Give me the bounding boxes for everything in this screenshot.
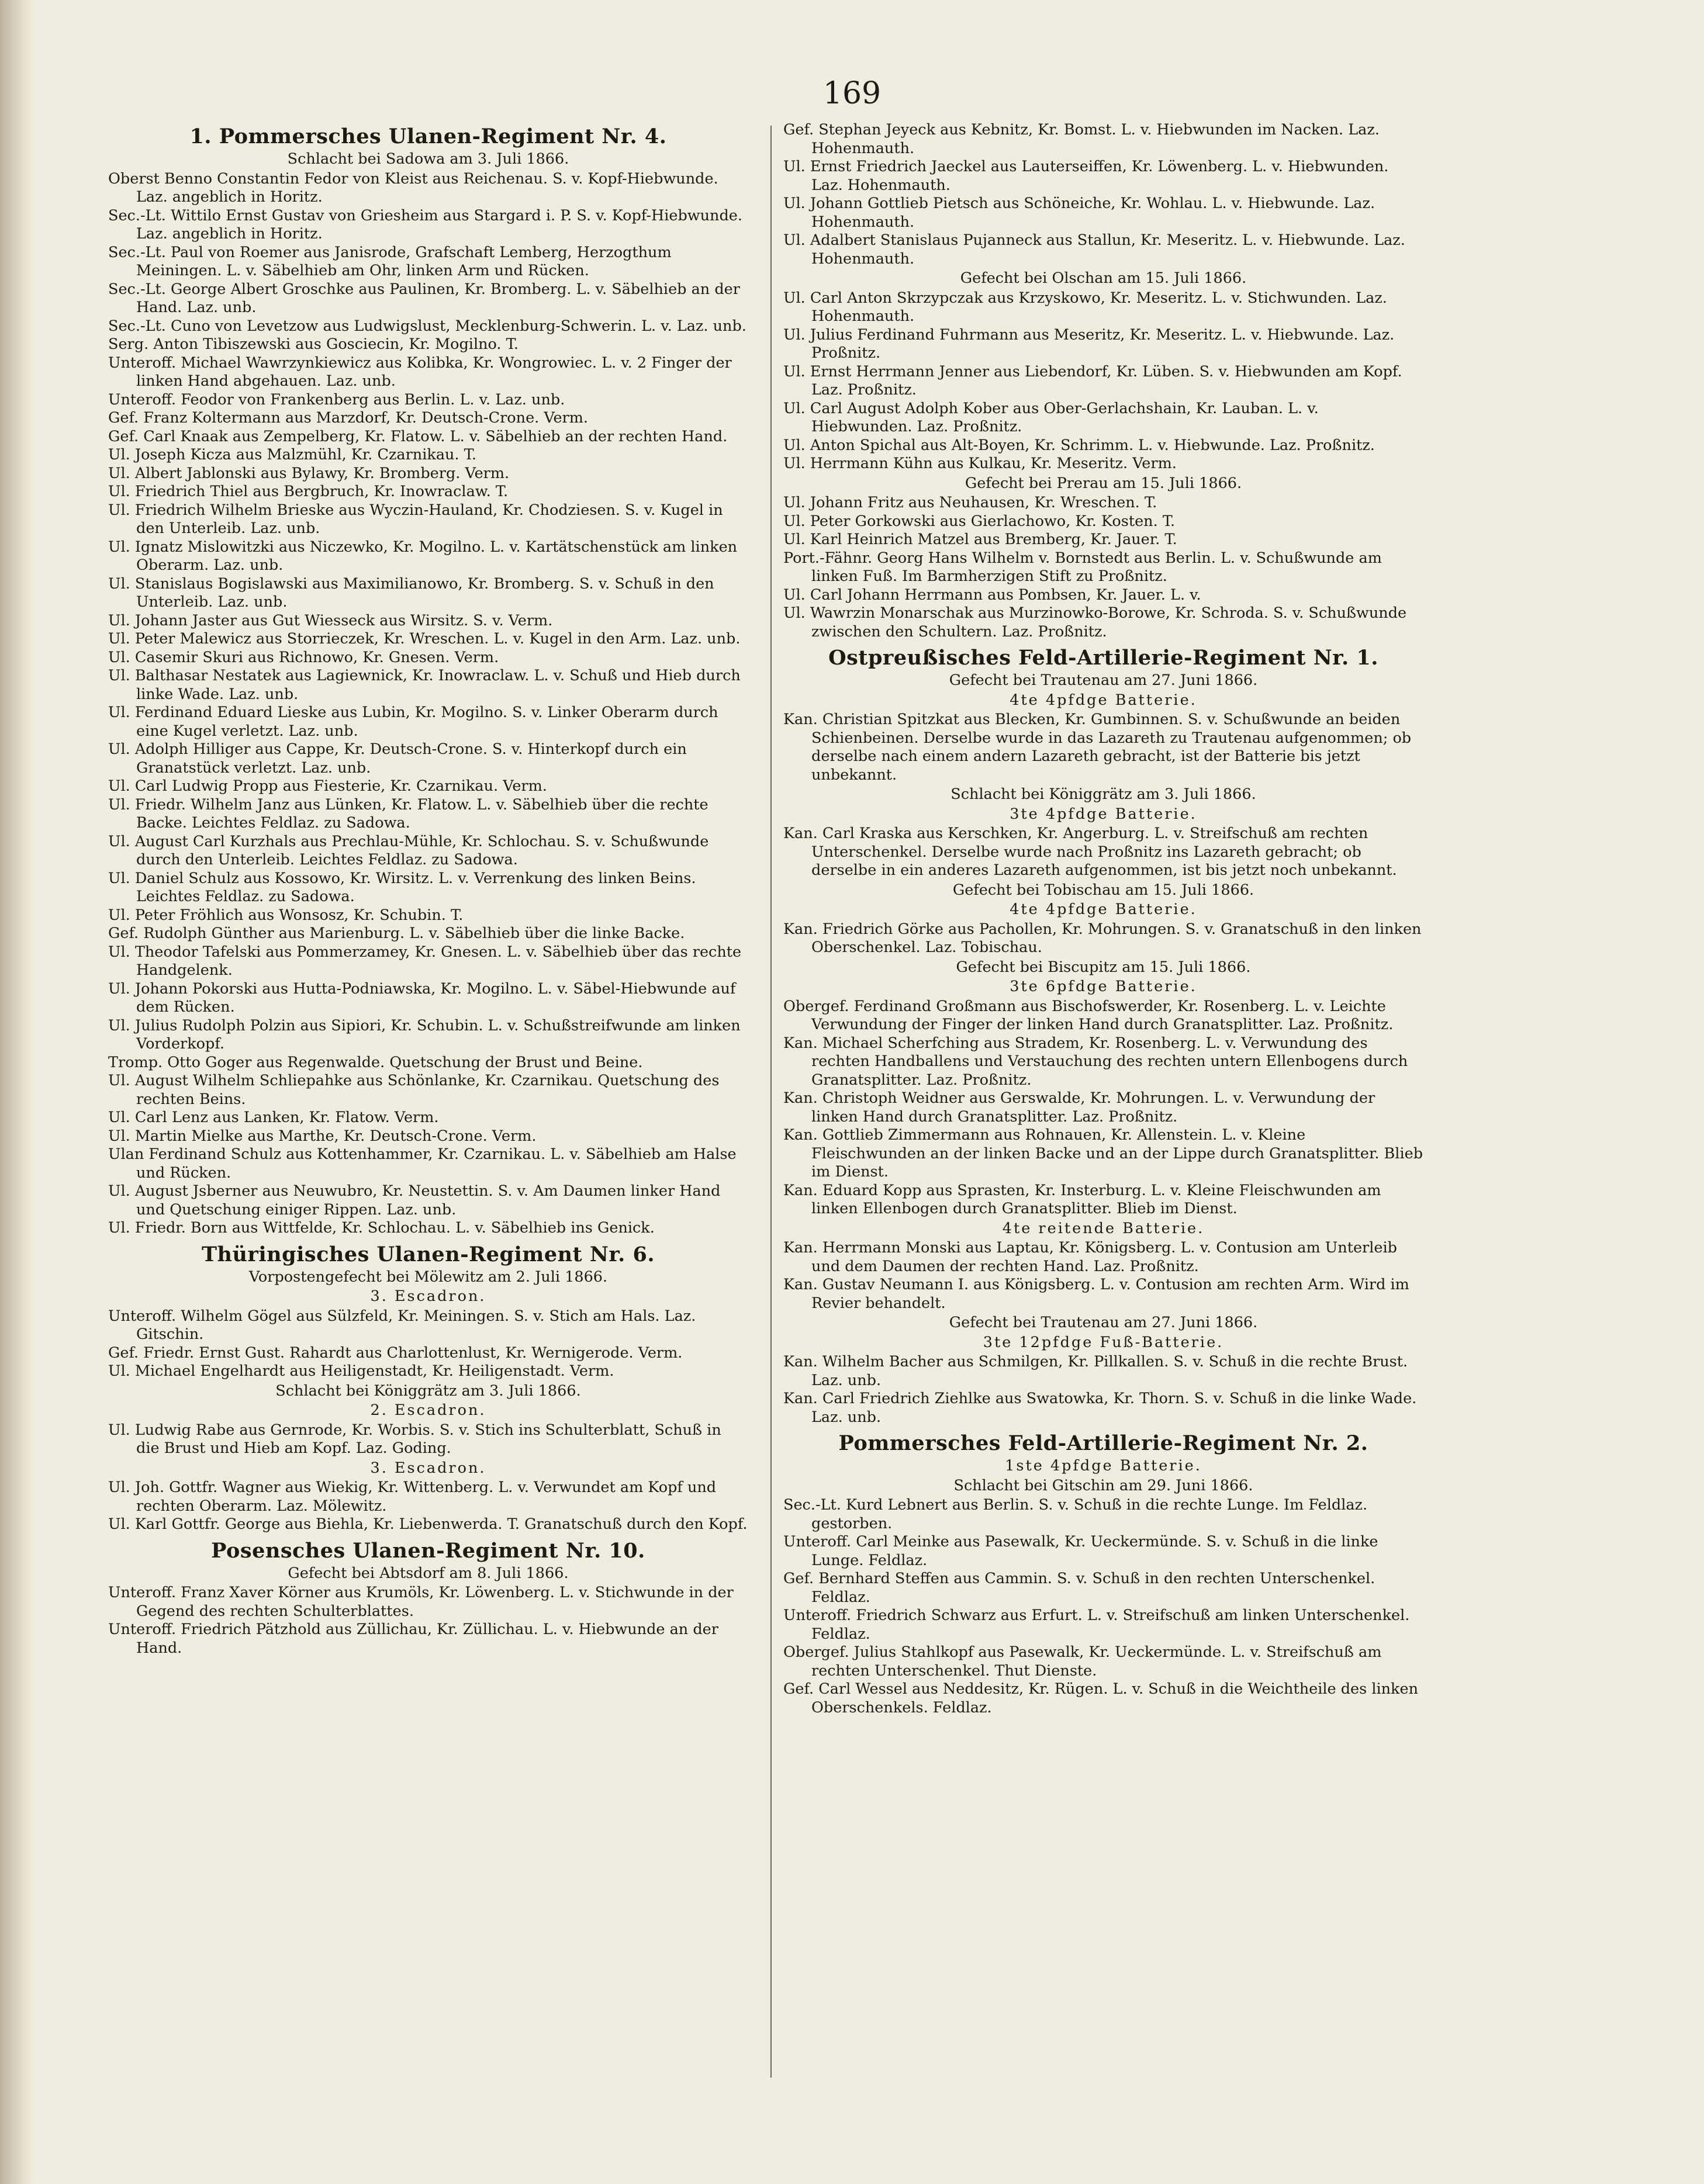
casualty-entry: Kan. Wilhelm Bacher aus Schmilgen, Kr. Pillkallen. S. v. Schuß in die rechte Brust. Laz. unb.	[783, 1353, 1408, 1389]
casualty-entry: Ul. Johann Pokorski aus Hutta-Podniawska, Kr. Mogilno. L. v. Säbel-Hiebwunde auf dem Rücken.	[108, 979, 736, 1016]
regiment-heading: Pommersches Feld-Artillerie-Regiment Nr. 2.	[838, 1431, 1368, 1455]
casualty-entry: Port.-Fähnr. Georg Hans Wilhelm v. Bornstedt aus Berlin. L. v. Schußwunde am linken Fuß. Im Barmherzigen Stift zu Proßnitz.	[783, 549, 1382, 585]
casualty-entry: Ul. Albert Jablonski aus Bylawy, Kr. Bromberg. Verm.	[108, 464, 510, 482]
casualty-entry: Sec.-Lt. Wittilo Ernst Gustav von Griesheim aus Stargard i. P. S. v. Kopf-Hiebwunde. Laz. angeblich in Horitz.	[108, 206, 742, 243]
casualty-entry: Ul. Ludwig Rabe aus Gernrode, Kr. Worbis. S. v. Stich ins Schulterblatt, Schuß in die Brust und Hieb am Kopf. Laz. Goding.	[108, 1421, 721, 1457]
casualty-entry: Ul. August Jsberner aus Neuwubro, Kr. Neustettin. S. v. Am Daumen linker Hand und Quetschung einiger Rippen. Laz. unb.	[108, 1182, 721, 1219]
casualty-entry: Unteroff. Franz Xaver Körner aus Krumöls, Kr. Löwenberg. L. v. Stichwunde in der Gegend des rechten Schulterblattes.	[108, 1584, 734, 1620]
battle-heading: Schlacht bei Sadowa am 3. Juli 1866.	[287, 150, 569, 168]
casualty-entry: Ul. Peter Fröhlich aus Wonsosz, Kr. Schubin. T.	[108, 906, 464, 924]
casualty-entry: Ul. Martin Mielke aus Marthe, Kr. Deutsch-Crone. Verm.	[108, 1127, 537, 1145]
casualty-entry: Unteroff. Michael Wawrzynkiewicz aus Kolibka, Kr. Wongrowiec. L. v. 2 Finger der linken Hand abgehauen. Laz. unb.	[108, 354, 732, 390]
casualty-entry: Kan. Carl Friedrich Ziehlke aus Swatowka, Kr. Thorn. S. v. Schuß in die linke Wade. Laz. unb.	[783, 1390, 1417, 1426]
casualty-entry: Kan. Carl Kraska aus Kerschken, Kr. Angerburg. L. v. Streifschuß am rechten Unterschenkel. Derselbe wurde nach Proßnitz ins Lazareth gebracht; ob derselbe in ein anderes Lazareth aufgenommen, ist bis jetzt noch unbekannt.	[783, 825, 1397, 879]
casualty-entry: Ul. August Wilhelm Schliepahke aus Schönlanke, Kr. Czarnikau. Quetschung des rechten Beins.	[108, 1072, 720, 1108]
casualty-entry: Ul. Julius Ferdinand Fuhrmann aus Meseritz, Kr. Meseritz. L. v. Hiebwunde. Laz. Proßnitz.	[783, 326, 1395, 362]
casualty-entry: Ul. Carl Anton Skrzypczak aus Krzyskowo, Kr. Meseritz. L. v. Stichwunden. Laz. Hohenmauth.	[783, 289, 1387, 325]
casualty-entry: Kan. Gustav Neumann I. aus Königsberg. L. v. Contusion am rechten Arm. Wird im Revier behandelt.	[783, 1276, 1409, 1312]
casualty-entry: Gef. Stephan Jeyeck aus Kebnitz, Kr. Bomst. L. v. Hiebwunden im Nacken. Laz. Hohenmauth.	[783, 121, 1380, 157]
casualty-entry: Gef. Rudolph Günther aus Marienburg. L. v. Säbelhieb über die linke Backe.	[108, 925, 685, 942]
casualty-entry: Sec.-Lt. Cuno von Levetzow aus Ludwigslust, Mecklenburg-Schwerin. L. v. Laz. unb.	[108, 317, 746, 335]
casualty-entry: Kan. Gottlieb Zimmermann aus Rohnauen, Kr. Allenstein. L. v. Kleine Fleischwunden an der linken Backe und an der Lippe durch Granatsplitter. Blieb im Dienst.	[783, 1126, 1423, 1181]
regiment-heading: Thüringisches Ulanen-Regiment Nr. 6.	[201, 1242, 655, 1266]
casualty-entry: Kan. Christian Spitzkat aus Blecken, Kr. Gumbinnen. S. v. Schußwunde an beiden Schienbeinen. Derselbe wurde in das Lazareth zu Trautenau aufgenommen; ob derselbe nach einem andern Lazareth gebracht, ist der Batterie bis jetzt unbekannt.	[783, 711, 1412, 784]
battle-heading: Gefecht bei Tobischau am 15. Juli 1866.	[952, 881, 1254, 899]
casualty-entry: Ul. Herrmann Kühn aus Kulkau, Kr. Meseritz. Verm.	[783, 455, 1177, 472]
casualty-entry: Ul. Michael Engelhardt aus Heiligenstadt, Kr. Heiligenstadt. Verm.	[108, 1362, 614, 1380]
battle-heading: Gefecht bei Trautenau am 27. Juni 1866.	[949, 1314, 1258, 1331]
casualty-entry: Oberst Benno Constantin Fedor von Kleist aus Reichenau. S. v. Kopf-Hiebwunde. Laz. angeblich in Horitz.	[108, 169, 718, 206]
casualty-entry: Kan. Herrmann Monski aus Laptau, Kr. Königsberg. L. v. Contusion am Unterleib und dem Daumen der rechten Hand. Laz. Proßnitz.	[783, 1239, 1397, 1275]
casualty-entry: Sec.-Lt. George Albert Groschke aus Paulinen, Kr. Bromberg. L. v. Säbelhieb an der Hand. Laz. unb.	[108, 280, 740, 316]
casualty-entry: Ulan Ferdinand Schulz aus Kottenhammer, Kr. Czarnikau. L. v. Säbelhieb am Halse und Rücken.	[108, 1145, 737, 1182]
casualty-entry: Ul. Karl Heinrich Matzel aus Bremberg, Kr. Jauer. T.	[783, 531, 1177, 548]
casualty-entry: Gef. Franz Koltermann aus Marzdorf, Kr. Deutsch-Crone. Verm.	[108, 409, 589, 427]
casualty-entry: Obergef. Ferdinand Großmann aus Bischofswerder, Kr. Rosenberg. L. v. Leichte Verwundung der Finger der linken Hand durch Granatsplitter. Laz. Proßnitz.	[783, 997, 1394, 1033]
casualty-entry: Ul. Carl Lenz aus Lanken, Kr. Flatow. Verm.	[108, 1109, 439, 1126]
unit-heading: 3te 6pfdge Batterie.	[1010, 978, 1197, 995]
right-column	[783, 121, 1423, 1717]
casualty-entry: Kan. Friedrich Görke aus Pachollen, Kr. Mohrungen. S. v. Granatschuß in den linken Oberschenkel. Laz. Tobischau.	[783, 920, 1422, 956]
casualty-entry: Unteroff. Friedrich Schwarz aus Erfurt. L. v. Streifschuß am linken Unterschenkel. Feldlaz.	[783, 1607, 1410, 1643]
casualty-entry: Ul. Carl Ludwig Propp aus Fiesterie, Kr. Czarnikau. Verm.	[108, 777, 547, 795]
casualty-entry: Ul. Adalbert Stanislaus Pujanneck aus Stallun, Kr. Meseritz. L. v. Hiebwunde. Laz. Hohenmauth.	[783, 231, 1405, 268]
battle-heading: Schlacht bei Gitschin am 29. Juni 1866.	[953, 1476, 1253, 1494]
casualty-entry: Ul. Julius Rudolph Polzin aus Sipiori, Kr. Schubin. L. v. Schußstreifwunde am linken Vorderkopf.	[108, 1016, 741, 1053]
casualty-entry: Ul. Karl Gottfr. George aus Biehla, Kr. Liebenwerda. T. Granatschuß durch den Kopf.	[108, 1515, 748, 1533]
casualty-entry: Ul. Casemir Skuri aus Richnowo, Kr. Gnesen. Verm.	[108, 648, 499, 666]
battle-heading: Gefecht bei Olschan am 15. Juli 1866.	[960, 269, 1247, 287]
casualty-entry: Ul. Anton Spichal aus Alt-Boyen, Kr. Schrimm. L. v. Hiebwunde. Laz. Proßnitz.	[783, 436, 1375, 454]
casualty-entry: Ul. Friedr. Wilhelm Janz aus Lünken, Kr. Flatow. L. v. Säbelhieb über die rechte Backe. Leichtes Feldlaz. zu Sadowa.	[108, 795, 708, 832]
page-binding-edge	[0, 0, 35, 2184]
casualty-entry: Gef. Carl Knaak aus Zempelberg, Kr. Flatow. L. v. Säbelhieb an der rechten Hand.	[108, 427, 728, 445]
casualty-entry: Tromp. Otto Goger aus Regenwalde. Quetschung der Brust und Beine.	[108, 1053, 643, 1071]
unit-heading: 3. Escadron.	[370, 1459, 486, 1477]
column-divider	[770, 126, 772, 2078]
casualty-entry: Unteroff. Feodor von Frankenberg aus Berlin. L. v. Laz. unb.	[108, 390, 565, 409]
battle-heading: Vorpostengefecht bei Mölewitz am 2. Juli 1866.	[248, 1268, 608, 1286]
unit-heading: 4te 4pfdge Batterie.	[1010, 901, 1197, 918]
casualty-entry: Sec.-Lt. Kurd Lebnert aus Berlin. S. v. Schuß in die rechte Lunge. Im Feldlaz. gestorben.	[783, 1496, 1368, 1532]
casualty-entry: Serg. Anton Tibiszewski aus Gosciecin, Kr. Mogilno. T.	[108, 335, 519, 353]
left-column	[108, 120, 748, 1657]
battle-heading: Gefecht bei Prerau am 15. Juli 1866.	[965, 474, 1242, 492]
casualty-entry: Kan. Eduard Kopp aus Sprasten, Kr. Insterburg. L. v. Kleine Fleischwunden am linken Ellenbogen durch Granatsplitter. Blieb im Dienst.	[783, 1181, 1381, 1217]
casualty-entry: Ul. Joseph Kicza aus Malzmühl, Kr. Czarnikau. T.	[108, 446, 477, 463]
casualty-entry: Ul. Peter Malewicz aus Storrieczek, Kr. Wreschen. L. v. Kugel in den Arm. Laz. unb.	[108, 630, 741, 648]
casualty-entry: Ul. Adolph Hilliger aus Cappe, Kr. Deutsch-Crone. S. v. Hinterkopf durch ein Granatstück verletzt. Laz. unb.	[108, 740, 687, 777]
casualty-entry: Gef. Bernhard Steffen aus Cammin. S. v. Schuß in den rechten Unterschenkel. Feldlaz.	[783, 1570, 1375, 1606]
battle-heading: Gefecht bei Biscupitz am 15. Juli 1866.	[956, 958, 1251, 976]
unit-heading: 3te 4pfdge Batterie.	[1010, 805, 1197, 823]
casualty-entry: Ul. Balthasar Nestatek aus Lagiewnick, Kr. Inowraclaw. L. v. Schuß und Hieb durch linke Wade. Laz. unb.	[108, 667, 741, 703]
regiment-heading: 1. Pommersches Ulanen-Regiment Nr. 4.	[189, 124, 667, 148]
battle-heading: Schlacht bei Königgrätz am 3. Juli 1866.	[275, 1382, 581, 1400]
page-number: 169	[822, 76, 882, 111]
casualty-entry: Kan. Christoph Weidner aus Gerswalde, Kr. Mohrungen. L. v. Verwundung der linken Hand durch Granatsplitter. Laz. Proßnitz.	[783, 1089, 1375, 1126]
casualty-entry: Ul. Stanislaus Bogislawski aus Maximilianowo, Kr. Bromberg. S. v. Schuß in den Unterleib. Laz. unb.	[108, 574, 714, 611]
casualty-entry: Ul. Wawrzin Monarschak aus Murzinowko-Borowe, Kr. Schroda. S. v. Schußwunde zwischen den Schultern. Laz. Proßnitz.	[783, 604, 1407, 641]
casualty-entry: Gef. Friedr. Ernst Gust. Rahardt aus Charlottenlust, Kr. Wernigerode. Verm.	[108, 1344, 683, 1362]
casualty-entry: Gef. Carl Wessel aus Neddesitz, Kr. Rügen. L. v. Schuß in die Weichtheile des linken Oberschenkels. Feldlaz.	[783, 1680, 1419, 1716]
battle-heading: Schlacht bei Königgrätz am 3. Juli 1866.	[950, 785, 1256, 803]
casualty-entry: Ul. Carl Johann Herrmann aus Pombsen, Kr. Jauer. L. v.	[783, 586, 1201, 604]
regiment-heading: Ostpreußisches Feld-Artillerie-Regiment Nr. 1.	[828, 646, 1378, 670]
casualty-entry: Ul. Friedr. Born aus Wittfelde, Kr. Schlochau. L. v. Säbelhieb ins Genick.	[108, 1219, 655, 1237]
casualty-entry: Ul. Friedrich Thiel aus Bergbruch, Kr. Inowraclaw. T.	[108, 483, 509, 500]
casualty-entry: Ul. Ferdinand Eduard Lieske aus Lubin, Kr. Mogilno. S. v. Linker Oberarm durch eine Kugel verletzt. Laz. unb.	[108, 704, 718, 740]
unit-heading: 3te 12pfdge Fuß-Batterie.	[983, 1333, 1224, 1351]
casualty-entry: Kan. Michael Scherfching aus Stradem, Kr. Rosenberg. L. v. Verwundung des rechten Handballens und Verstauchung des rechten untern Ellenbogens durch Granatsplitter. Laz. Proßnitz.	[783, 1034, 1408, 1089]
casualty-entry: Ul. Joh. Gottfr. Wagner aus Wiekig, Kr. Wittenberg. L. v. Verwundet am Kopf und rechten Oberarm. Laz. Mölewitz.	[108, 1479, 717, 1515]
unit-heading: 4te reitende Batterie.	[1002, 1219, 1205, 1237]
unit-heading: 3. Escadron.	[370, 1287, 486, 1305]
casualty-entry: Ul. Daniel Schulz aus Kossowo, Kr. Wirsitz. L. v. Verrenkung des linken Beins. Leichtes Feldlaz. zu Sadowa.	[108, 869, 696, 905]
unit-heading: 1ste 4pfdge Batterie.	[1005, 1457, 1202, 1475]
unit-heading: 4te 4pfdge Batterie.	[1010, 691, 1197, 709]
casualty-entry: Ul. Ernst Friedrich Jaeckel aus Lauterseiffen, Kr. Löwenberg. L. v. Hiebwunden. Laz. Hohenmauth.	[783, 158, 1389, 194]
regiment-heading: Posensches Ulanen-Regiment Nr. 10.	[211, 1538, 645, 1563]
casualty-entry: Ul. Johann Gottlieb Pietsch aus Schöneiche, Kr. Wohlau. L. v. Hiebwunde. Laz. Hohenmauth.	[783, 195, 1375, 231]
casualty-entry: Ul. Peter Gorkowski aus Gierlachowo, Kr. Kosten. T.	[783, 512, 1176, 530]
casualty-entry: Ul. Carl August Adolph Kober aus Ober-Gerlachshain, Kr. Lauban. L. v. Hiebwunden. Laz. Proßnitz.	[783, 399, 1319, 435]
casualty-entry: Ul. August Carl Kurzhals aus Prechlau-Mühle, Kr. Schlochau. S. v. Schußwunde durch den Unterleib. Leichtes Feldlaz. zu Sadowa.	[108, 832, 709, 868]
casualty-entry: Ul. Theodor Tafelski aus Pommerzamey, Kr. Gnesen. L. v. Säbelhieb über das rechte Handgelenk.	[108, 943, 742, 979]
battle-heading: Gefecht bei Abtsdorf am 8. Juli 1866.	[288, 1564, 569, 1582]
casualty-entry: Ul. Ernst Herrmann Jenner aus Liebendorf, Kr. Lüben. S. v. Hiebwunden am Kopf. Laz. Proßnitz.	[783, 362, 1402, 399]
casualty-entry: Unteroff. Wilhelm Gögel aus Sülzfeld, Kr. Meiningen. S. v. Stich am Hals. Laz. Gitschin.	[108, 1307, 696, 1343]
battle-heading: Gefecht bei Trautenau am 27. Juni 1866.	[949, 672, 1258, 689]
unit-heading: 2. Escadron.	[370, 1401, 486, 1419]
casualty-entry: Obergef. Julius Stahlkopf aus Pasewalk, Kr. Ueckermünde. L. v. Streifschuß am rechten Unterschenkel. Thut Dienste.	[783, 1643, 1382, 1680]
casualty-entry: Ul. Johann Fritz aus Neuhausen, Kr. Wreschen. T.	[783, 494, 1157, 511]
casualty-entry: Ul. Friedrich Wilhelm Brieske aus Wyczin-Hauland, Kr. Chodziesen. S. v. Kugel in den Unterleib. Laz. unb.	[108, 501, 723, 537]
casualty-entry: Sec.-Lt. Paul von Roemer aus Janisrode, Grafschaft Lemberg, Herzogthum Meiningen. L. v. Säbelhieb am Ohr, linken Arm und Rücken.	[108, 243, 672, 279]
casualty-entry: Unteroff. Friedrich Pätzhold aus Züllichau, Kr. Züllichau. L. v. Hiebwunde an der Hand.	[108, 1621, 718, 1657]
casualty-entry: Ul. Johann Jaster aus Gut Wiesseck aus Wirsitz. S. v. Verm.	[108, 611, 553, 629]
casualty-entry: Ul. Ignatz Mislowitzki aus Niczewko, Kr. Mogilno. L. v. Kartätschenstück am linken Oberarm. Laz. unb.	[108, 538, 738, 574]
casualty-entry: Unteroff. Carl Meinke aus Pasewalk, Kr. Ueckermünde. S. v. Schuß in die linke Lunge. Feldlaz.	[783, 1533, 1378, 1569]
